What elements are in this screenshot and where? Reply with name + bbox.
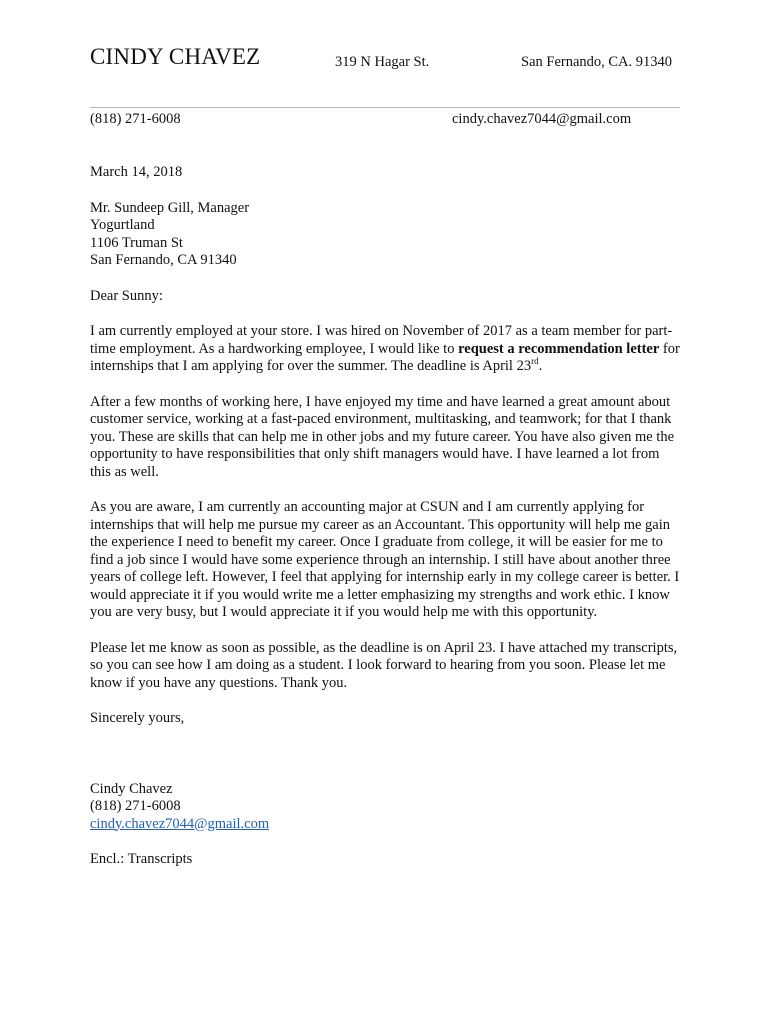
recipient-street: 1106 Truman St bbox=[90, 234, 183, 251]
signature-name: Cindy Chavez bbox=[90, 780, 173, 797]
sender-phone: (818) 271-6008 bbox=[90, 111, 181, 127]
recipient-address bbox=[90, 200, 682, 270]
paragraph-4: Please let me know as soon as possible, as the deadline is on April 23. I have attached my transcripts, so you can see how I am doing as a student. I look forward to hearing from you soon. Please let me know if you have any questions. Thank you. bbox=[90, 639, 678, 691]
enclosure: Encl.: Transcripts bbox=[90, 851, 193, 867]
sender-street: 319 N Hagar St. bbox=[335, 54, 430, 70]
recipient-city: San Fernando, CA 91340 bbox=[90, 252, 237, 268]
signature-email-link[interactable]: cindy.chavez7044@gmail.com bbox=[90, 815, 270, 832]
salutation: Dear Sunny: bbox=[90, 287, 163, 304]
sender-email: cindy.chavez7044@gmail.com bbox=[452, 111, 632, 127]
letter-body bbox=[90, 164, 682, 869]
paragraph-3: As you are aware, I am currently an accounting major at CSUN and I am currently applying for internships that will help me pursue my career as an Accountant. This opportunity will help me gain the experience I need to benefit my career. Once I graduate from college, it will be easier for me to find a job since I would have some experience through an internship. I still have about another three years of college left. However, I feel that applying for internship early in my college career is better. I would appreciate it if you would write me a letter emphasizing my strengths and work ethic. I know you are very busy, but I would appreciate it if you would help me with this opportunity. bbox=[90, 499, 680, 620]
sender-name-heading: CINDY CHAVEZ bbox=[90, 44, 261, 69]
signature-phone: (818) 271-6008 bbox=[90, 798, 181, 814]
paragraph-2: After a few months of working here, I have enjoyed my time and have learned a great amount about customer service, working at a fast-paced environment, multitasking, and teamwork; for that I thank you. These are skills that can help me in other jobs and my future career. You have also given me the opportunity to have responsibilities that only shift managers would have. I have learned a lot from this as well. bbox=[90, 393, 675, 480]
letter-date: March 14, 2018 bbox=[90, 164, 183, 180]
header-divider bbox=[90, 107, 680, 108]
recipient-company: Yogurtland bbox=[90, 217, 155, 233]
paragraph-1: I am currently employed at your store. I was hired on November of 2017 as a team member for part-time employment. As a hardworking employee, I would like to request a recommendation letter for internships that I am applying for over the summer. The deadline is April 23rd. bbox=[90, 323, 680, 374]
recipient-name: Mr. Sundeep Gill, Manager bbox=[90, 199, 250, 216]
sender-city: San Fernando, CA. 91340 bbox=[521, 54, 673, 70]
closing: Sincerely yours, bbox=[90, 710, 185, 726]
bold-request: request a recommendation letter bbox=[458, 340, 660, 357]
